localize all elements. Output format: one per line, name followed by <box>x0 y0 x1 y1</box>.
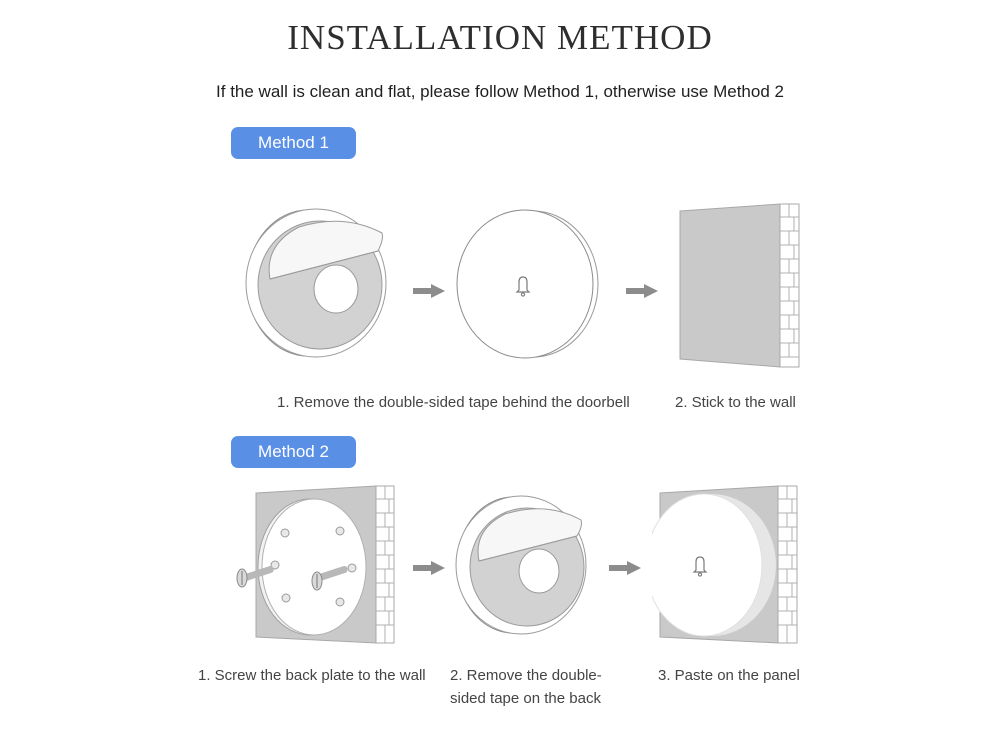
doorbell-front-illustration <box>455 208 601 360</box>
method-2-step-2-caption-line-2: sided tape on the back <box>450 690 601 707</box>
arrow-right-icon <box>626 284 658 298</box>
page-title: INSTALLATION METHOD <box>287 18 713 57</box>
method-1-badge: Method 1 <box>231 127 356 159</box>
method-2-step-3-caption: 3. Paste on the panel <box>658 667 800 684</box>
method-2-badge: Method 2 <box>231 436 356 468</box>
method-1-step-2-caption: 2. Stick to the wall <box>675 394 796 411</box>
page-subtitle: If the wall is clean and flat, please follow Method 1, otherwise use Method 2 <box>216 82 784 101</box>
method-2-step-2-caption-line-1: 2. Remove the double- <box>450 667 602 684</box>
doorbell-on-wall-illustration <box>652 485 800 645</box>
arrow-right-icon <box>609 561 641 575</box>
back-plate-screw-illustration <box>230 485 396 645</box>
arrow-right-icon <box>413 284 445 298</box>
method-1-step-1-caption: 1. Remove the double-sided tape behind the doorbell <box>277 394 630 411</box>
doorbell-back-tape-illustration <box>455 494 591 636</box>
method-2-step-1-caption: 1. Screw the back plate to the wall <box>198 667 426 684</box>
brick-wall-illustration <box>678 203 802 368</box>
arrow-right-icon <box>413 561 445 575</box>
doorbell-back-tape-illustration <box>244 205 390 361</box>
